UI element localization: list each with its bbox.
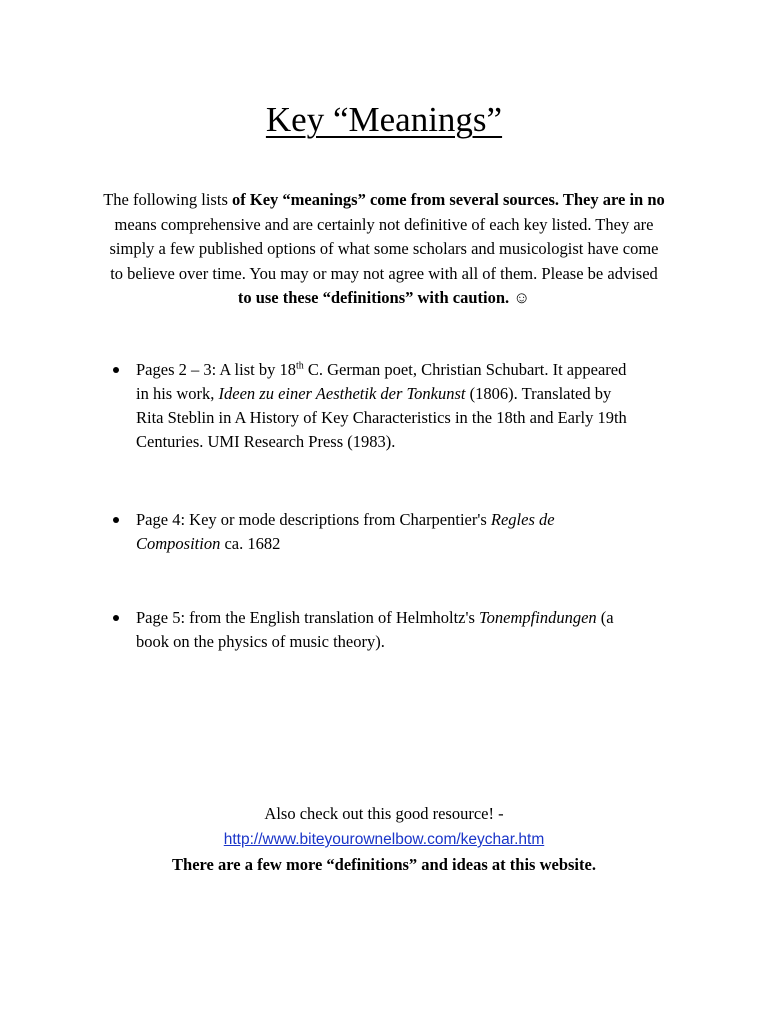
list-item-line: [136, 508, 676, 532]
list-item-line: [136, 382, 676, 406]
bullet-icon: [113, 367, 119, 373]
list-item-text-segment: in his work,: [136, 384, 219, 403]
list-item-text: [136, 508, 676, 556]
list-item-text-segment: Pages 2 – 3: A list by 18: [136, 360, 296, 379]
book-title: Tonempfindungen: [479, 608, 597, 627]
list-item-line: [136, 358, 676, 382]
superscript: th: [295, 360, 304, 372]
list-item-line: Centuries. UMI Research Press (1983).: [136, 432, 396, 451]
list-item-text-segment: ca. 1682: [220, 534, 281, 553]
intro-line-3: simply a few published options of what some scholars and musicologist have come: [109, 239, 659, 258]
list-item-text: [136, 358, 676, 454]
list-item-text-segment: (1806). Translated by: [465, 384, 612, 403]
list-item-line: Rita Steblin in A History of Key Characteristics in the 18th and Early 19th: [136, 408, 627, 427]
bullet-icon: [113, 615, 119, 621]
list-item-text-segment: Page 4: Key or mode descriptions from Charpentier's: [136, 510, 491, 529]
intro-paragraph: [80, 188, 688, 311]
list-item-line: [136, 606, 676, 630]
footer-line-1: Also check out this good resource! -: [264, 804, 504, 823]
list-item-line: [136, 532, 676, 556]
intro-line-1-plain: The following lists: [103, 190, 232, 209]
list-item-text-segment: Page 5: from the English translation of Helmholtz's: [136, 608, 479, 627]
intro-line-4: to believe over time. You may or may not agree with all of them. Please be advised: [110, 263, 658, 283]
resource-footer: [0, 801, 768, 877]
intro-line-5: to use these “definitions” with caution. ☺: [237, 288, 531, 307]
list-item-text-segment: (a: [596, 608, 614, 627]
list-item-text: [136, 606, 676, 654]
book-title: Ideen zu einer Aesthetik der Tonkunst: [218, 384, 466, 403]
list-item-text-segment: C. German poet, Christian Schubart. It appeared: [303, 360, 627, 379]
bullet-icon: [113, 517, 119, 523]
list-item-line: book on the physics of music theory).: [136, 632, 385, 651]
footer-line-3: There are a few more “definitions” and ideas at this website.: [172, 855, 596, 874]
book-title: Composition: [136, 534, 221, 553]
intro-line-2: means comprehensive and are certainly not definitive of each key listed. They are: [114, 214, 654, 234]
footer-link-line: [0, 826, 768, 852]
intro-line-1: [80, 188, 688, 213]
page-title: Key “Meanings”: [265, 100, 503, 139]
resource-link[interactable]: http://www.biteyourownelbow.com/keychar.htm: [223, 831, 545, 848]
book-title: Regles de: [490, 510, 555, 529]
intro-line-1-bold: of Key “meanings” come from several sources. They are in no: [232, 190, 665, 209]
